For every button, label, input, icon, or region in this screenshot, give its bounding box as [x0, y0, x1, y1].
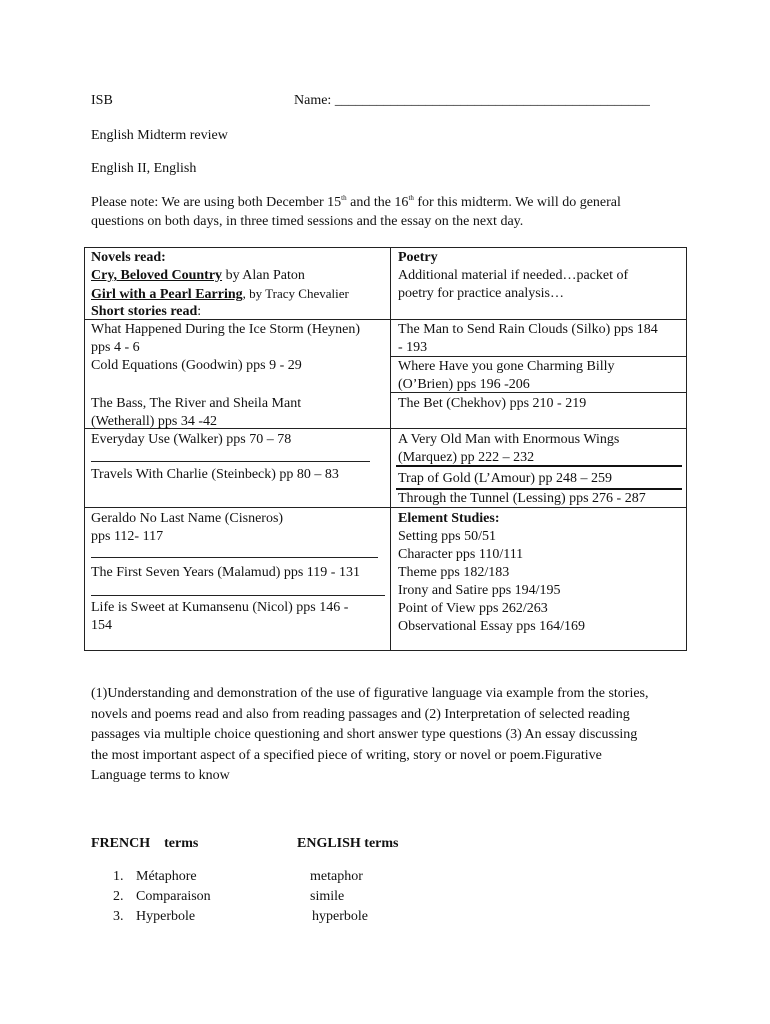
french-term: Hyperbole — [136, 909, 196, 924]
term-numbers — [113, 867, 124, 927]
french-term: Métaphore — [136, 869, 197, 884]
note-line-1 — [91, 194, 621, 211]
short-stories-heading — [91, 303, 201, 321]
story-trap-of-gold — [398, 470, 612, 488]
element-item: Observational Essay pps 164/169 — [398, 619, 586, 634]
story-through-tunnel — [398, 490, 646, 508]
story-bass-river — [91, 395, 301, 431]
story-line: The First Seven Years (Malamud) pps 119 - 131 — [91, 565, 360, 580]
story-line: Cold Equations (Goodwin) pps 9 - 29 — [91, 358, 302, 373]
english-term: simile — [310, 889, 345, 904]
story-line: Trap of Gold (L’Amour) pp 248 – 259 — [398, 471, 613, 486]
element-item: Theme pps 182/183 — [398, 565, 510, 580]
story-the-bet — [398, 395, 586, 413]
story-life-is-sweet — [91, 599, 348, 635]
story-travels-charlie — [91, 466, 339, 484]
story-charming-billy — [398, 358, 615, 394]
short-stories-colon: : — [197, 304, 202, 319]
novel-1 — [91, 267, 305, 285]
term-number: 2. — [113, 889, 124, 904]
element-item: Character pps 110/111 — [398, 547, 524, 562]
story-line: pps 4 - 6 — [91, 340, 140, 355]
french-terms-list — [136, 867, 211, 927]
english-term: metaphor — [310, 869, 363, 884]
english-terms-list — [310, 867, 368, 927]
note-text-1: Please note: We are using both December 15 — [91, 195, 342, 210]
story-rain-clouds — [398, 321, 658, 357]
story-first-seven-years — [91, 564, 360, 582]
note-superscript-1: th — [341, 194, 347, 202]
story-line: (O’Brien) pps 196 -206 — [398, 377, 530, 392]
underline-rule — [91, 595, 385, 596]
story-line: The Bass, The River and Sheila Mant — [91, 396, 302, 411]
paragraph-line: novels and poems read and also from reading passages and (2) Interpretation of selected reading — [91, 706, 630, 722]
paragraph-line: (1)Understanding and demonstration of the use of figurative language via example from the stories, — [91, 686, 649, 701]
story-line: Everyday Use (Walker) pps 70 – 78 — [91, 432, 292, 447]
story-line: Geraldo No Last Name (Cisneros) — [91, 511, 284, 526]
story-old-man-wings — [398, 431, 619, 467]
document-title: English Midterm review — [91, 128, 228, 143]
story-line: pps 112- 117 — [91, 529, 164, 544]
school-label: ISB — [91, 93, 113, 108]
midterm-description — [91, 684, 691, 787]
story-geraldo — [91, 510, 283, 546]
note-line-2: questions on both days, in three timed sessions and the essay on the next day. — [91, 214, 524, 229]
story-line: (Wetherall) pps 34 -42 — [91, 414, 217, 429]
paragraph-line: passages via multiple choice questioning and short answer type questions (3) An essay discussing — [91, 727, 638, 742]
story-line: The Bet (Chekhov) pps 210 - 219 — [398, 396, 587, 411]
french-terms-heading: FRENCH terms — [91, 836, 199, 851]
novel-2 — [91, 285, 349, 304]
element-item: Point of View pps 262/263 — [398, 601, 548, 616]
story-everyday-use — [91, 431, 291, 449]
paragraph-line: the most important aspect of a specified piece of writing, story or novel or poem.Figurative — [91, 747, 602, 763]
story-line: 154 — [91, 618, 112, 633]
poetry-note-line: poetry for practice analysis… — [398, 286, 564, 301]
novel-1-author: by Alan Paton — [222, 268, 305, 283]
element-item: Setting pps 50/51 — [398, 529, 497, 544]
short-stories-label: Short stories read — [91, 304, 198, 319]
story-line: What Happened During the Ice Storm (Heynen) — [91, 322, 361, 337]
poetry-note-line: Additional material if needed…packet of — [398, 268, 629, 283]
term-number: 1. — [113, 869, 124, 884]
note-text-3: for this midterm. We will do general — [413, 195, 621, 210]
story-line: (Marquez) pp 222 – 232 — [398, 450, 535, 465]
note-superscript-2: th — [408, 194, 414, 202]
element-item: Irony and Satire pps 194/195 — [398, 583, 561, 598]
term-number: 3. — [113, 909, 124, 924]
story-cold-equations — [91, 357, 302, 375]
table-column-divider — [390, 247, 391, 651]
story-line: Life is Sweet at Kumansenu (Nicol) pps 146 - — [91, 600, 349, 615]
paragraph-line: Language terms to know — [91, 768, 230, 783]
element-studies-heading: Element Studies: — [398, 511, 500, 526]
poetry-heading: Poetry — [398, 250, 438, 265]
name-field-label: Name: _____________________________________________ — [294, 93, 650, 108]
story-line: Where Have you gone Charming Billy — [398, 359, 615, 374]
novel-2-author: , by Tracy Chevalier — [242, 286, 349, 301]
story-line: Travels With Charlie (Steinbeck) pp 80 – 83 — [91, 467, 339, 482]
story-line: Through the Tunnel (Lessing) pps 276 - 287 — [398, 491, 646, 506]
poetry-note — [398, 267, 628, 303]
story-line: - 193 — [398, 340, 428, 355]
element-studies — [398, 510, 585, 636]
underline-rule — [91, 461, 370, 462]
story-line: A Very Old Man with Enormous Wings — [398, 432, 620, 447]
note-text-2: and the 16 — [346, 195, 409, 210]
novel-1-title: Cry, Beloved Country — [91, 268, 223, 283]
english-term: hyperbole — [312, 909, 368, 924]
novels-heading: Novels read: — [91, 250, 166, 265]
course-label: English II, English — [91, 161, 197, 176]
underline-rule — [91, 557, 378, 558]
english-terms-heading: ENGLISH terms — [297, 836, 399, 851]
novel-2-title: Girl with a Pearl Earring — [91, 287, 243, 302]
french-term: Comparaison — [136, 889, 211, 904]
story-line: The Man to Send Rain Clouds (Silko) pps 184 — [398, 322, 658, 337]
story-ice-storm — [91, 321, 360, 357]
